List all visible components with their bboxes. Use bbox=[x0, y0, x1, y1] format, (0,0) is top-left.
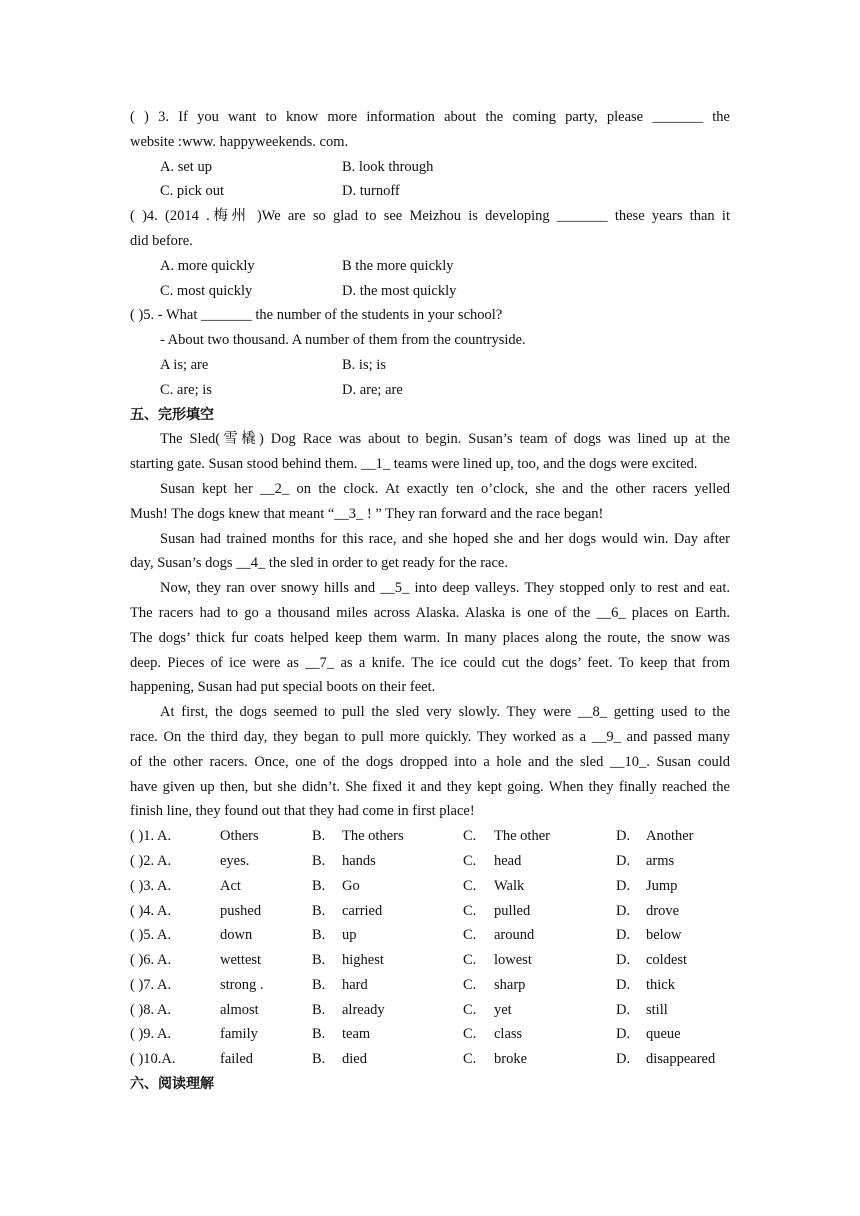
choice-c: yet bbox=[494, 1001, 512, 1018]
choice-a: pushed bbox=[220, 902, 262, 919]
choice-b: The others bbox=[342, 828, 404, 845]
passage-line: happening, Susan had put special boots on their feet. bbox=[130, 679, 436, 696]
choice-letter-c: C. bbox=[463, 828, 477, 845]
passage-line: starting gate. Susan stood behind them. __1_ teams were lined up, too, and the dogs were excited. bbox=[130, 456, 698, 473]
choice-row bbox=[130, 874, 730, 899]
choice-number: ( )2. A. bbox=[130, 852, 172, 869]
choice-b: highest bbox=[342, 952, 384, 969]
passage-line: Susan had trained months for this race, and she hoped she and her dogs would win. Day after bbox=[160, 530, 730, 547]
option-b: B. look through bbox=[342, 158, 434, 175]
choice-letter-b: B. bbox=[312, 952, 326, 969]
choice-a: Act bbox=[220, 877, 241, 894]
choice-letter-c: C. bbox=[463, 1001, 477, 1018]
choice-row bbox=[130, 998, 730, 1023]
passage-line: Mush! The dogs knew that meant “__3_ ! ” They ran forward and the race began! bbox=[130, 505, 604, 522]
choice-b: hands bbox=[342, 852, 376, 869]
choice-number: ( )9. A. bbox=[130, 1026, 172, 1043]
choice-d: below bbox=[646, 927, 682, 944]
passage-line: The racers had to go a thousand miles across Alaska. Alaska is one of the __6_ places on Earth. bbox=[130, 604, 730, 621]
choice-letter-b: B. bbox=[312, 902, 326, 919]
passage-line: deep. Pieces of ice were as __7_ as a knife. The ice could cut the dogs’ feet. To keep that from bbox=[130, 654, 730, 671]
options-row bbox=[130, 254, 730, 279]
choice-letter-d: D. bbox=[616, 952, 631, 969]
choice-letter-d: D. bbox=[616, 828, 631, 845]
passage-line: have given up then, but she didn’t. She fixed it and they kept going. When they finally reached the bbox=[130, 778, 730, 795]
choice-letter-d: D. bbox=[616, 902, 631, 919]
option-b: B the more quickly bbox=[342, 257, 454, 274]
choice-a: eyes. bbox=[220, 852, 250, 869]
option-a: A. more quickly bbox=[160, 257, 255, 274]
choice-letter-c: C. bbox=[463, 877, 477, 894]
passage-line: day, Susan’s dogs __4_ the sled in order to get ready for the race. bbox=[130, 555, 508, 572]
choice-number: ( )10.A. bbox=[130, 1051, 176, 1068]
mc-question bbox=[130, 204, 730, 303]
choice-d: Jump bbox=[646, 877, 678, 894]
choice-b: died bbox=[342, 1051, 367, 1068]
choice-number: ( )1. A. bbox=[130, 828, 172, 845]
choice-d: still bbox=[646, 1001, 668, 1018]
choice-b: hard bbox=[342, 976, 368, 993]
choice-c: pulled bbox=[494, 902, 531, 919]
choice-letter-b: B. bbox=[312, 1026, 326, 1043]
choice-letter-b: B. bbox=[312, 1051, 326, 1068]
choice-letter-c: C. bbox=[463, 976, 477, 993]
choice-a: strong . bbox=[220, 976, 264, 993]
choice-c: lowest bbox=[494, 952, 532, 969]
choice-letter-b: B. bbox=[312, 927, 326, 944]
choice-row bbox=[130, 1047, 730, 1072]
passage-line: The dogs’ thick fur coats helped keep them warm. In many places along the route, the snow was bbox=[130, 629, 730, 646]
choice-b: up bbox=[342, 927, 357, 944]
choice-a: down bbox=[220, 927, 253, 944]
choice-number: ( )7. A. bbox=[130, 976, 172, 993]
choice-letter-d: D. bbox=[616, 1026, 631, 1043]
choice-row bbox=[130, 973, 730, 998]
options-row bbox=[130, 353, 730, 378]
choice-row bbox=[130, 824, 730, 849]
choice-b: carried bbox=[342, 902, 383, 919]
passage-line: finish line, they found out that they had come in first place! bbox=[130, 803, 475, 820]
passage-line: At first, the dogs seemed to pull the sled very slowly. They were __8_ getting used to the bbox=[160, 704, 730, 721]
passage-line: The Sled(雪橇) Dog Race was about to begin. Susan’s team of dogs was lined up at the bbox=[160, 431, 730, 448]
mc-question bbox=[130, 105, 730, 204]
choice-letter-b: B. bbox=[312, 1001, 326, 1018]
option-d: D. are; are bbox=[342, 381, 403, 398]
choice-d: disappeared bbox=[646, 1051, 716, 1068]
choice-number: ( )6. A. bbox=[130, 952, 172, 969]
choice-d: coldest bbox=[646, 952, 688, 969]
choice-row bbox=[130, 948, 730, 973]
choice-row bbox=[130, 849, 730, 874]
question-text: website :www. happyweekends. com. bbox=[130, 133, 349, 150]
question-text: ( )4. (2014 .梅州 )We are so glad to see Meizhou is developing _______ these years than it bbox=[130, 208, 730, 225]
option-d: D. the most quickly bbox=[342, 282, 457, 299]
choice-letter-c: C. bbox=[463, 852, 477, 869]
choice-letter-b: B. bbox=[312, 877, 326, 894]
choice-c: sharp bbox=[494, 976, 526, 993]
choice-row bbox=[130, 1022, 730, 1047]
choice-letter-c: C. bbox=[463, 952, 477, 969]
options-row bbox=[130, 179, 730, 204]
options-row bbox=[130, 378, 730, 403]
choice-letter-d: D. bbox=[616, 1001, 631, 1018]
passage-line: Now, they ran over snowy hills and __5_ into deep valleys. They stopped only to rest and eat. bbox=[160, 580, 730, 597]
options-row bbox=[130, 279, 730, 304]
question-text: did before. bbox=[130, 232, 193, 249]
choice-letter-d: D. bbox=[616, 927, 631, 944]
choice-a: almost bbox=[220, 1001, 259, 1018]
choice-letter-c: C. bbox=[463, 1051, 477, 1068]
choice-a: Others bbox=[220, 828, 259, 845]
choice-b: already bbox=[342, 1001, 385, 1018]
option-b: B. is; is bbox=[342, 356, 386, 373]
choice-c: class bbox=[494, 1026, 523, 1043]
choice-letter-c: C. bbox=[463, 1026, 477, 1043]
choice-c: Walk bbox=[494, 877, 525, 894]
option-c: C. are; is bbox=[160, 381, 212, 398]
section-heading: 五、完形填空 bbox=[130, 406, 214, 423]
choice-letter-d: D. bbox=[616, 877, 631, 894]
question-text: ( )5. - What _______ the number of the students in your school? bbox=[130, 307, 503, 324]
choice-c: The other bbox=[494, 828, 550, 845]
choice-letter-b: B. bbox=[312, 828, 326, 845]
choice-d: thick bbox=[646, 976, 675, 993]
choice-d: queue bbox=[646, 1026, 681, 1043]
choice-d: Another bbox=[646, 828, 694, 845]
option-a: A. set up bbox=[160, 158, 212, 175]
choice-d: drove bbox=[646, 902, 680, 919]
question-text: - About two thousand. A number of them from the countryside. bbox=[160, 332, 526, 349]
choice-b: Go bbox=[342, 877, 360, 894]
choice-c: around bbox=[494, 927, 535, 944]
choice-b: team bbox=[342, 1026, 371, 1043]
choice-number: ( )5. A. bbox=[130, 927, 172, 944]
document-body bbox=[130, 105, 730, 1097]
choice-c: broke bbox=[494, 1051, 528, 1068]
choice-c: head bbox=[494, 852, 522, 869]
option-c: C. most quickly bbox=[160, 282, 253, 299]
option-d: D. turnoff bbox=[342, 183, 400, 200]
options-row bbox=[130, 155, 730, 180]
choice-a: failed bbox=[220, 1051, 254, 1068]
choice-a: family bbox=[220, 1026, 258, 1043]
choice-letter-d: D. bbox=[616, 976, 631, 993]
passage-line: Susan kept her __2_ on the clock. At exactly ten o’clock, she and the other racers yelled bbox=[160, 480, 730, 497]
choice-row bbox=[130, 899, 730, 924]
choice-number: ( )3. A. bbox=[130, 877, 172, 894]
section-heading: 六、阅读理解 bbox=[130, 1076, 214, 1093]
choice-letter-c: C. bbox=[463, 902, 477, 919]
cloze-choices bbox=[130, 824, 730, 1072]
option-c: C. pick out bbox=[160, 183, 225, 200]
choice-row bbox=[130, 923, 730, 948]
choice-letter-b: B. bbox=[312, 852, 326, 869]
choice-number: ( )8. A. bbox=[130, 1001, 172, 1018]
choice-a: wettest bbox=[220, 952, 262, 969]
passage-line: race. On the third day, they began to pull more quickly. They worked as a __9_ and passed many bbox=[130, 728, 730, 745]
question-text: ( ) 3. If you want to know more information about the coming party, please _______ the bbox=[130, 109, 730, 125]
choice-number: ( )4. A. bbox=[130, 902, 172, 919]
choice-letter-d: D. bbox=[616, 852, 631, 869]
passage-line: of the other racers. Once, one of the dogs dropped into a hole and the sled __10_. Susan could bbox=[130, 753, 730, 770]
choice-letter-d: D. bbox=[616, 1051, 631, 1068]
cloze-passage bbox=[130, 427, 730, 824]
choice-letter-b: B. bbox=[312, 976, 326, 993]
choice-letter-c: C. bbox=[463, 927, 477, 944]
option-a: A is; are bbox=[160, 356, 209, 373]
mc-question bbox=[130, 303, 730, 402]
choice-d: arms bbox=[646, 852, 675, 869]
